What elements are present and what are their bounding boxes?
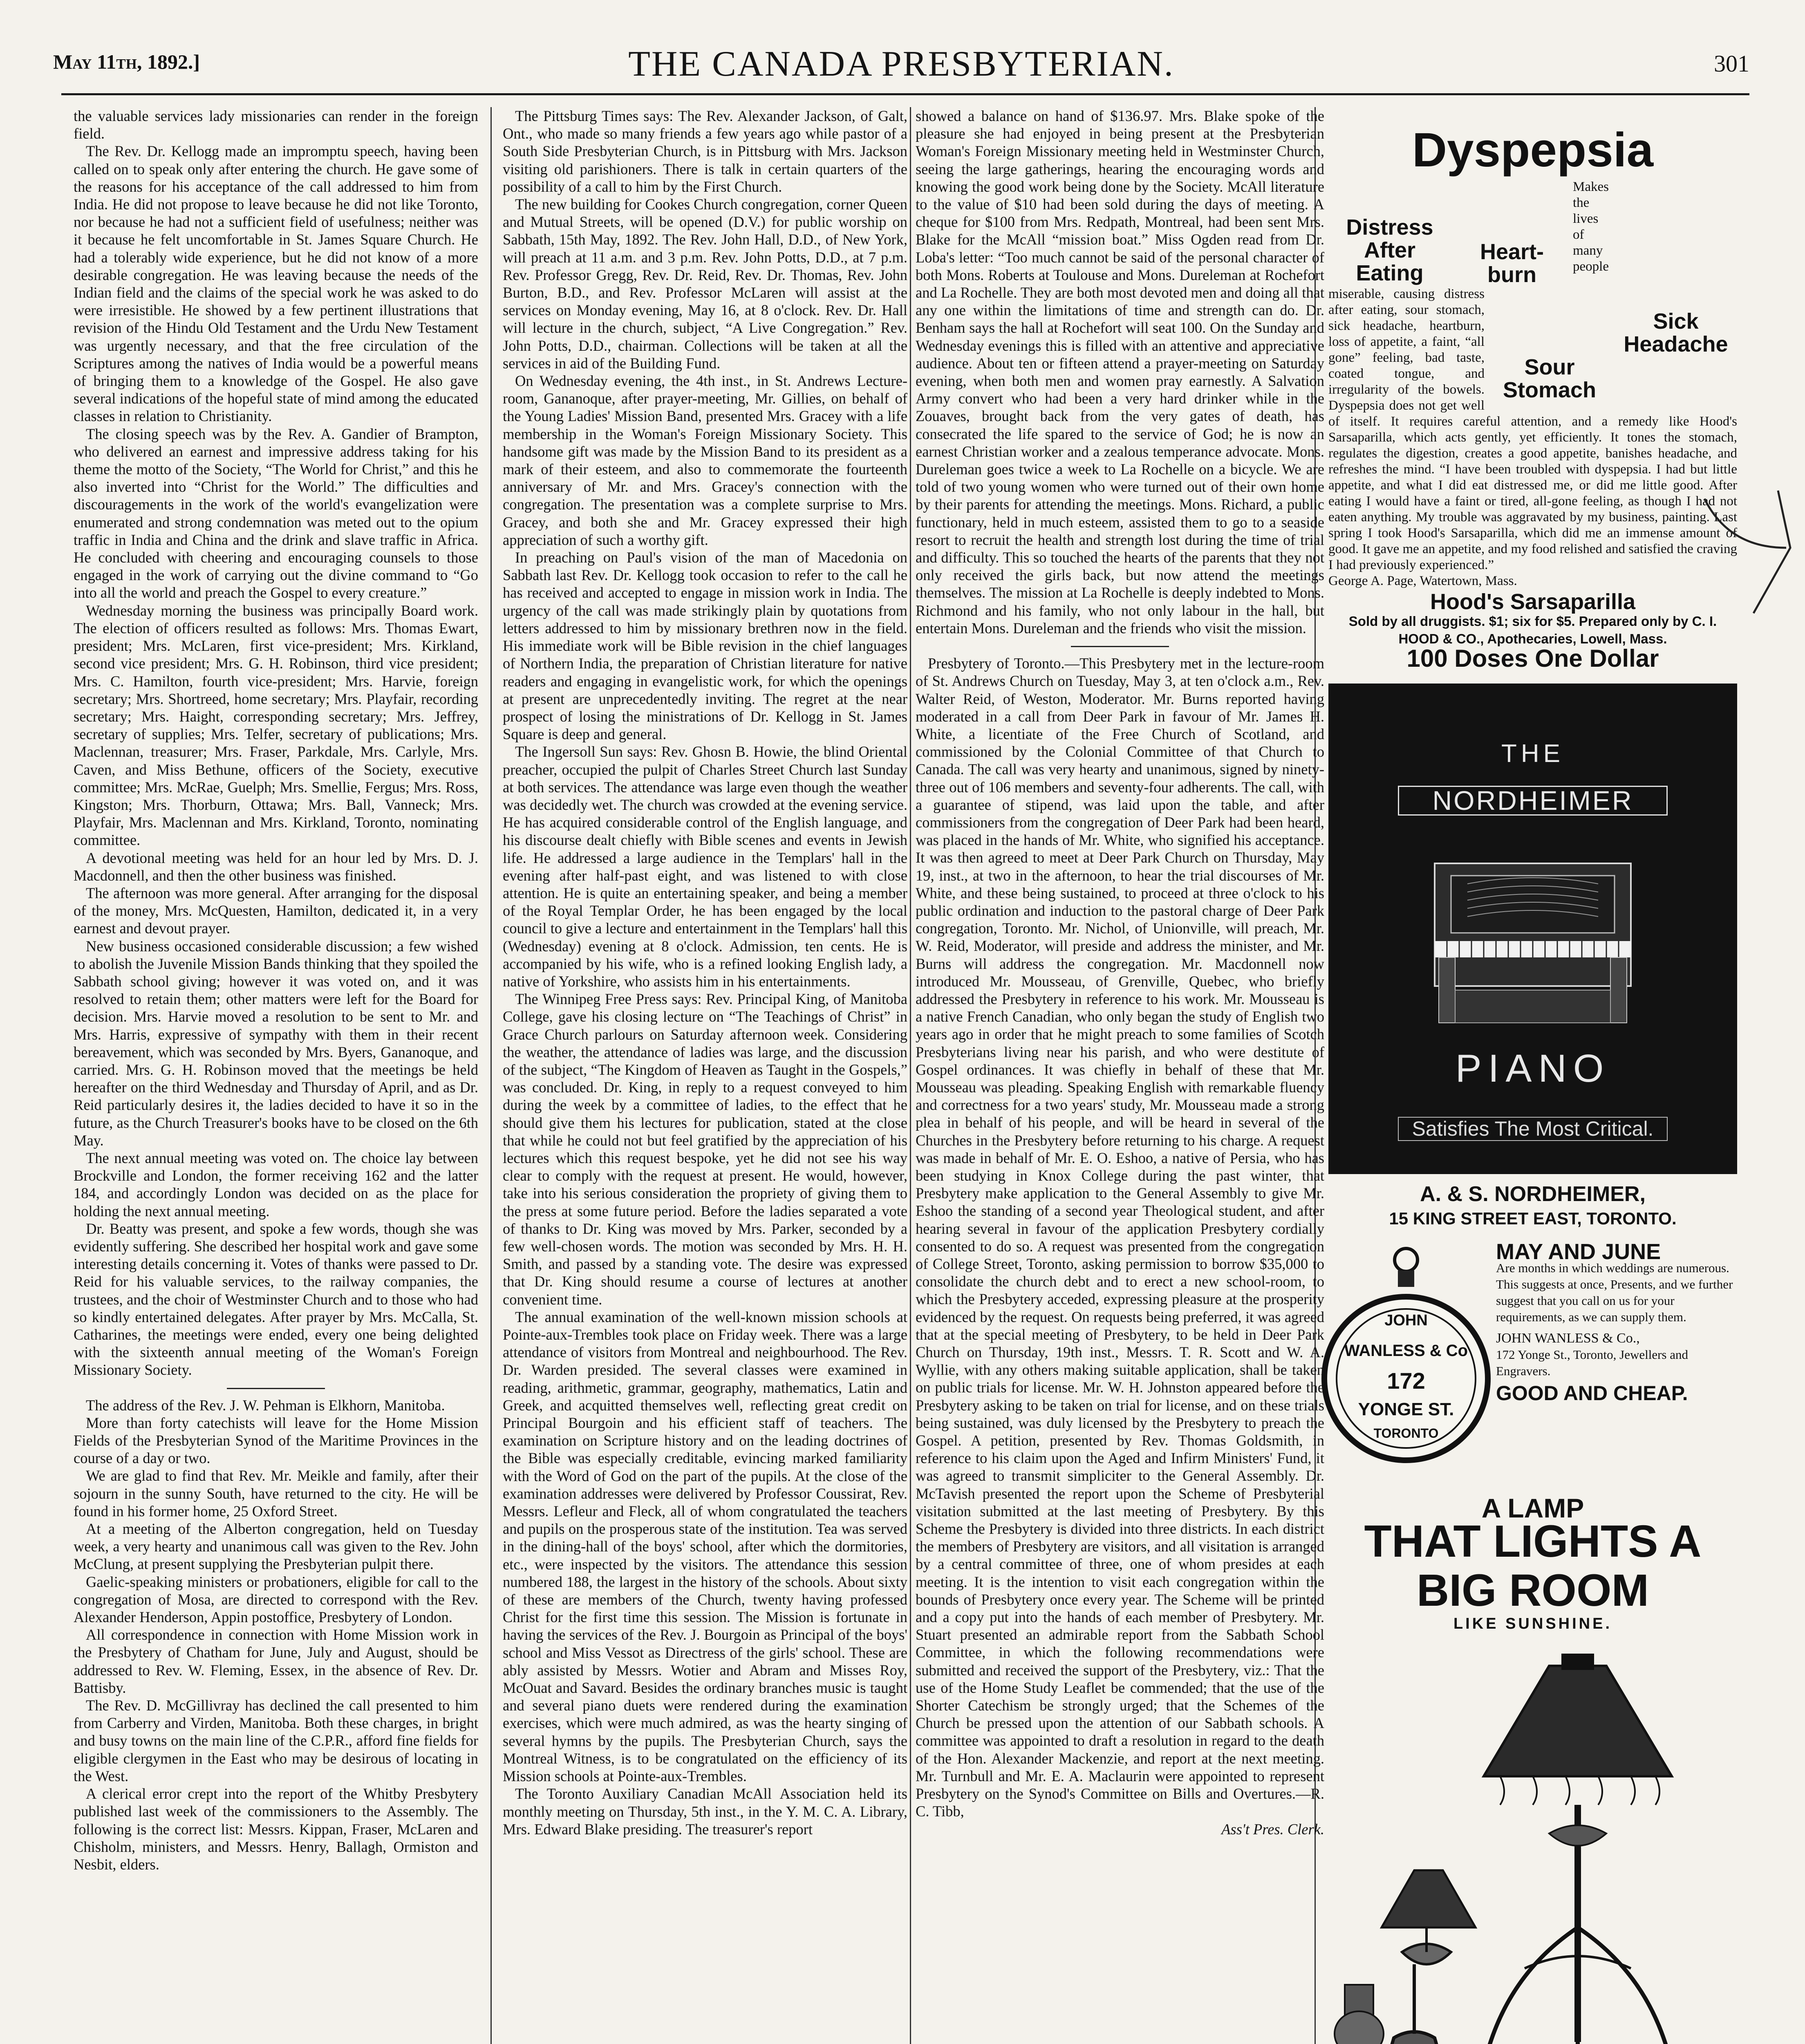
ad-headline: THAT LIGHTS A BIG ROOM: [1364, 1516, 1702, 1616]
wanless-ad-copy: [1492, 1239, 1745, 1489]
nordheimer-piano-ad: [1320, 684, 1745, 1227]
watch-text-2: WANLESS & Co: [1344, 1342, 1468, 1360]
ad-word: THE: [1501, 739, 1564, 768]
watch-text-4: YONGE ST.: [1358, 1399, 1454, 1420]
ad-tagline: Satisfies The Most Critical.: [1398, 1117, 1668, 1141]
newspaper-title: THE CANADA PRESBYTERIAN.: [628, 44, 1174, 84]
section-rule: [227, 1388, 325, 1389]
lamp-illustration: [1320, 1641, 1745, 2044]
paragraph: The Rev. Dr. Kellogg made an impromptu speech, having been called on to speak only after entering the church. He gave some of the reasons for his acceptance of the call addressed to him from India. He did not propose to leave because he did not like Toronto, nor because he had not a sufficient field of usefulness; neither was it because he felt uncomfortable in St. James Square Church. He had a tolerably wide experience, but he did not know of a more desirable congregation. He was leaving because the needs of the Indian field and the claims of the special work he was asked to do were irresistible. He showed by a few pertinent illustrations that revision of the Hindu Old Testament and the Urdu New Testament was urgently necessary, and that the free circulation of the Scriptures among the natives of India would be a powerful means of bringing them to a knowledge of the Gospel. He also gave several indications of the hopeful state of mind among the educated classes in relation to Christianity.: [74, 143, 478, 425]
ad-subhead: LIKE SUNSHINE.: [1453, 1615, 1612, 1633]
column-3: [916, 107, 1324, 2044]
pocket-watch-illustration: [1320, 1244, 1492, 1489]
news-item: The annual examination of the well-known mission schools at Pointe-aux-Trembles took place on Friday week. There was a large attendance of visitors from Montreal and neighbourhood. The Rev. Dr. Warden presided. The several classes were examined in reading, arithmetic, grammar, geography, mathematics, Latin and Greek, and acquitted themselves well, reflecting great credit on Principal Bourgoin and his efficient staff of teachers. The examination on Scripture history and on the leading doctrines of the Bible was especially creditable, evincing marked familiarity with the Word of God on the part of the pupils. At the close of the examination addresses were delivered by Professor Coussirat, Rev. Messrs. Lefleur and Fleck, all of whom congratulated the teachers and pupils on the prosperous state of the institution. Tea was served in the dining-hall of the boys' school, after which the dormitories, etc., were inspected by the visitors. The attendance this session numbered 188, the largest in the history of the schools. About sixty of these are members of the Church, twenty having professed Christ for the first time this session. The Mission is fortunate in having the services of the Rev. J. Bourgoin as Principal of the boys' school and Miss Vessot as Directress of the girls' school. These are ably assisted by Messrs. Wotier and Abram and Misses Roy, McOuat and Savard. Besides the ordinary branches music is taught and several piano duets were rendered during the examination exercises, which were much admired, as was the hearty singing of several hymns by the pupils. The Presbyterian Church, says the Montreal Witness, is to be congratulated on the efficiency of its Mission schools at Pointe-aux-Trembles.: [503, 1308, 907, 1785]
news-item: We are glad to find that Rev. Mr. Meikle and family, after their sojourn in the sunny South, have returned to the city. He will be found in his former home, 25 Oxford Street.: [74, 1467, 478, 1520]
side-heading-4: Sour Stomach: [1503, 355, 1597, 402]
paragraph: The afternoon was more general. After arranging for the disposal of the money, Mrs. McQuesten, Hamilton, dedicated it, in a very earnest and devout prayer.: [74, 884, 478, 937]
watch-text-1: JOHN: [1384, 1312, 1428, 1329]
piano-illustration: [1422, 855, 1643, 1035]
column-divider: [490, 107, 492, 2044]
ad-headline: Dyspepsia: [1412, 123, 1654, 177]
section-rule: [1071, 646, 1169, 647]
brand-name: NORDHEIMER: [1398, 786, 1668, 816]
news-item: The Pittsburg Times says: The Rev. Alexander Jackson, of Galt, Ont., who made so many friends a few years ago while pastor of a South Side Presbyterian Church, is in Pittsburg with Mrs. Jackson visiting old parishioners. There is talk in certain quarters of the possibility of a call to him by the First Church.: [503, 108, 907, 195]
header-rule: [61, 93, 1749, 95]
news-item: On Wednesday evening, the 4th inst., in St. Andrews Lecture-room, Gananoque, after prayer-meeting, Mr. Gillies, on behalf of the Young Ladies' Mission Band, presented Mrs. Gracey with a life membership in the Woman's Foreign Missionary Society. This handsome gift was made by the Mission Band to its president as a mark of their esteem, and also to commemorate the fourteenth anniversary of Mr. and Mrs. Gracey's connection with the congregation. The presentation was a complete surprise to Mrs. Gracey, and both she and Mr. Gracey expressed their high appreciation of such a worthy gift.: [503, 372, 907, 548]
ad-slogan: 100 Doses One Dollar: [1406, 644, 1659, 672]
side-heading-2: Sick Headache: [1624, 309, 1728, 356]
ad-signature: George A. Page, Watertown, Mass.: [1328, 574, 1517, 588]
news-item: The Winnipeg Free Press says: Rev. Principal King, of Manitoba College, gave his closing lecture on “The Teachings of Christ” in Grace Church parlours on Saturday afternoon week. Considering the weather, the attendance of ladies was large, and the discussion of the subject, “The Kingdom of Heaven as Taught in the Gospels,” was concluded. Dr. King, in reply to a request conveyed to him during the week by a committee of ladies, to the effect that he should give them his lectures for publication, stated at the close that while he could not but feel gratified by the appreciation of his lectures which this request bespoke, yet he did not see his way clear to comply with the request at present. He would, however, take into his serious consideration the propriety of giving them to the press at some future period. Before the ladies separated a vote of thanks to Dr. King was moved by Mrs. Parker, seconded by a few well-chosen words. The motion was seconded by Mrs. H. H. Smith, and passed by a standing vote. The desire was expressed that Dr. King should resume a course of lectures at another convenient time.: [503, 991, 907, 1308]
presbytery-report: Presbytery of Toronto.—This Presbytery met in the lecture-room of St. Andrews Church on Tuesday, May 3, at ten o'clock a.m., Rev. Walter Reid, of Weston, Moderator. Mr. Burns reported having moderated in a call from Deer Park in favour of Mr. James H. White, a licentiate of the Free Church of Scotland, and commissioned by the Colonial Committee of that Church to Canada. The call was very hearty and unanimous, signed by ninety-three out of 106 members and seventy-four adherents. The call, with a guarantee of stipend, was laid upon the table, and after commissioners from the congregation of Deer Park had been heard, was placed in the hands of Mr. White, who signified his acceptance. It was then agreed to meet at Deer Park Church on Thursday, May 19, inst., at two in the afternoon, to hear the trial discourses of Mr. White, and these being sustained, to proceed at three o'clock to his public ordination and induction to the pastoral charge of Deer Park congregation, Toronto. Mr. Nichol, of Unionville, will preach, Mr. W. Reid, Moderator, will preside and address the minister, and Mr. Burns will address the congregation. Mr. Macdonnell now introduced Mr. Mousseau, of Grenville, Quebec, who briefly addressed the Presbytery in reference to his work. Mr. Mousseau is a native French Canadian, who only began the study of English two years ago in order that he might preach to some families of Scotch Presbyterians living near his parish, and who were destitute of Gospel ordinances. It was chiefly in behalf of these that Mr. Mousseau was pleading. Speaking English with remarkable fluency and correctness for a two years' study, Mr. Mousseau made a strong plea in behalf of his people, and will be heard in several of the Churches in the Presbytery before returning to his charge. A request was made in behalf of Mr. E. O. Eshoo, a native of Persia, who has been studying in Knox College during the past winter, that Presbytery make application to the General Assembly to give Mr. Eshoo the standing of a second year Theological student, and after hearing several in favour of the application Presbytery cordially consented to do so. A request was presented from the congregation of College Street, Toronto, asking permission to borrow $35,000 to consolidate the church debt and to erect a new school-room, to which the Presbytery acceded, expressing pleasure at the prosperity evidenced by the request. On requests being preferred, it was agreed that at the special meeting of Presbytery, to be held in Deer Park Church on Thursday, 19th inst., Messrs. T. R. Scott and W. A. Wyllie, with any others making suitable application, shall be taken on public trials for license. Mr. W. H. Johnston appeared before the Presbytery asking to be taken on trial for license, and on these trials being sustained, was duly licensed by the Presbytery to preach the Gospel. A petition, presented by Rev. Thomas Goldsmith, in reference to his claim upon the Aged and Infirm Ministers' Fund, it was agreed to transmit simpliciter to the General Assembly. Dr. McTavish presented the report upon the Scheme of Presbyterial visitation submitted at the last meeting of Presbytery. By this Scheme the Presbytery is divided into three districts. In each district the members of Presbytery are visitors, and all visitation is arranged by a central committee of three, one of whom presides at each meeting. It is the intention to visit each congregation within the bounds of Presbytery once every year. The Scheme will be printed and a copy put into the hands of each member of Presbytery. Mr. Stuart presented an admirable report from the Sabbath School Committee, in which the following recommendations were submitted and received the support of the Presbytery, viz.: That the use of the Home Study Leaflet be commended; that the use of the Shorter Catechism be strongly urged; that the Schemes of the Church be pressed upon the attention of our Sabbath schools. A committee was appointed to draft a resolution in regard to the death of the Hon. Alexander Mackenzie, and report at the next meeting. Mr. Turnbull and Mr. E. A. Maclaurin were appointed to represent Presbytery on the Synod's Committee on Bills and Overtures.—R. C. Tibb,: [916, 655, 1324, 1820]
paragraph: Dr. Beatty was present, and spoke a few words, though she was evidently suffering. She described her hospital work and gave some interesting details concerning it. Votes of thanks were passed to Dr. Reid for his valuable services, to the railway companies, the trustees, and the choir of Westminster Church and to those who had so kindly entertained delegates. After prayer by Mrs. McCalla, St. Catharines, the meetings were ended, every one being delighted with the sixteenth annual meeting of the Woman's Foreign Missionary Society.: [74, 1220, 478, 1378]
column-1: [74, 107, 478, 2044]
ad-text: Makes the lives of many people miserable, causing distress after eating, sour stomach, sick headache, heartburn, loss of appetite, a faint, “all gone” feeling, bad taste, coated tongue, and irregularity of the bowels. Dyspepsia does not get well of itself. It requires careful attention, and a remedy like Hood's Sarsaparilla, which acts gently, yet efficiently. It tones the stomach, regulates the digestion, creates a good appetite, banishes headache, and refreshes the mind. “I have been troubled with dyspepsia. I had but little appetite, and what I did eat distressed me, or did me little good. After eating I would have a faint or tired, all-gone feeling, as though I had not eaten anything. My trouble was aggravated by my business, painting. Last spring I took Hood's Sarsaparilla, which did me an immense amount of good. It gave me an appetite, and my food relished and satisfied the craving I had previously experienced.”: [1328, 179, 1737, 572]
column-2: [503, 107, 907, 2044]
paragraph: showed a balance on hand of $136.97. Mrs. Blake spoke of the pleasure she had enjoyed in being present at the Presbyterian Woman's Foreign Missionary meeting held in Westminster Church, seeing the large gatherings, hearing the encouraging words and knowing the good work being done by the Society. McAll literature to the value of $10 had been sold during the days of meeting. A cheque for $100 from Mrs. Redpath, Montreal, had been sent Mrs. Blake for the McAll “mission boat.” Miss Ogden read from Dr. Loba's letter: “Too much cannot be said of the personal character of both Mons. Roberts at Toulouse and Mons. Dureleman at Rochefort and La Rochelle. They are both most devoted men and doing all that any one within the limitations of time and strength can do. Dr. Benham says the hall at Rochefort will seat 100. On the Sunday and Wednesday evenings this is filled with an attentive and appreciative audience. About ten or fifteen attend a prayer-meeting on Saturday evening, when both men and women pray earnestly. A Salvation Army convert who had been a very hard drinker while in the Zouaves, brought back from the very gates of death, has consecrated the life spared to the service of God; he is now an earnest Christian worker and a zealous temperance advocate. Mons. Dureleman goes twice a week to La Rochelle on a bicycle. We are told of two young women who were turned out of their own home by their parents for attending the meetings. Mons. Richard, a public functionary, held in much esteem, assisted them to go to a seaside resort to recruit the health and strength lost during the time of trial and difficulty. This so touched the hearts of the parents that they not only received the girls back, but now attend the meetings themselves. The mission at La Rochelle is deeply indebted to Mons. Richmond and his family, who not only labour in the hall, but entertain Mons. Dureleman and the friends who visit the mission.: [916, 108, 1324, 637]
paragraph: Wednesday morning the business was principally Board work. The election of officers resulted as follows: Mrs. Thomas Ewart, president; Mrs. McLaren, first vice-president; Mrs. Kirkland, second vice president; Mrs. G. H. Robinson, third vice president; Mrs. C. Hamilton, fourth vice-president; Mrs. Harvie, foreign secretary; Mrs. Shortreed, home secretary; Mrs. Playfair, recording secretary; Mrs. Haight, corresponding secretary; Mrs. Jeffrey, secretary of supplies; Mrs. Telfer, secretary of publications; Mrs. Maclennan, treasurer; Mrs. Fraser, Parkdale, Mrs. Carlyle, Mrs. Caven, and Miss Bethune, officers of the Society, executive committee; Mrs. McRae, Guelph; Mrs. Smellie, Fergus; Mrs. Ross, Kingston; Mrs. Thorburn, Ottawa; Mrs. Ball, Vanneck; Mrs. Playfair, Mrs. Maclennan and Mrs. Kirkland, Toronto, nominating committee.: [74, 602, 478, 849]
news-item: All correspondence in connection with Home Mission work in the Presbytery of Chatham for June, July and August, should be addressed to Rev. W. Fleming, Essex, in the absence of Rev. Dr. Battisby.: [74, 1626, 478, 1696]
news-item: The Toronto Auxiliary Canadian McAll Association held its monthly meeting on Thursday, 5th inst., in the Y. M. C. A. Library, Mrs. Edward Blake presiding. The treasurer's report: [503, 1785, 907, 1838]
church-notes: [74, 1396, 478, 1873]
ad-address: 15 KING STREET EAST, TORONTO.: [1389, 1209, 1677, 1228]
wfms-report: [74, 107, 478, 1379]
ad-text: Are months in which weddings are numerous. This suggests at once, Presents, and we further suggest that you call on us for your requirements, as we can supply them.: [1496, 1261, 1733, 1325]
ad-price: Sold by all druggists. $1; six for $5. Prepared only by C. I. HOOD & CO., Apothecaries, Lowell, Mass.: [1348, 614, 1717, 647]
ad-word: PIANO: [1455, 1046, 1610, 1090]
news-item: The new building for Cookes Church congregation, corner Queen and Mutual Streets, will be opened (D.V.) for public worship on Sabbath, 15th May, 1892. The Rev. John Hall, D.D., of New York, will preach at 11 a.m. and 3 p.m. Rev. John Potts, D.D., at 7 p.m. Rev. Professor Gregg, Rev. Dr. Reid, Rev. Dr. Thomas, Rev. John Burton, B.D., and Rev. Professor McLaren will assist at the services on Monday evening, May 16, at 8 o'clock. Rev. Dr. Hall will lecture in the church, subject, “A Live Congregation.” Rev. John Potts, D.D., chairman. Collections will be taken at all the services in aid of the Building Fund.: [503, 196, 907, 372]
paragraph: the valuable services lady missionaries can render in the foreign field.: [74, 108, 478, 142]
news-item: A clerical error crept into the report of the Whitby Presbytery published last week of the commissioners to the Assembly. The following is the correct list: Messrs. Kippan, Fraser, McLaren and Chisholm, ministers, and Messrs. Henry, Ballagh, Ormiston and Nesbit, elders.: [74, 1785, 478, 1873]
news-item: The address of the Rev. J. W. Pehman is Elkhorn, Manitoba.: [86, 1396, 445, 1414]
ad-copy: [1328, 179, 1737, 589]
paragraph: A devotional meeting was held for an hour led by Mrs. D. J. Macdonnell, and then the other business was finished.: [74, 849, 478, 884]
ad-firm: JOHN WANLESS & Co.,: [1496, 1331, 1640, 1346]
report-signature: Ass't Pres. Clerk.: [1221, 1820, 1324, 1838]
issue-date: May 11th, 1892.]: [53, 50, 200, 73]
paragraph: The closing speech was by the Rev. A. Gandier of Brampton, who delivered an earnest and impressive address taking for his theme the motto of the Society, “The World for Christ,” and this he also inverted into “Christ for the World.” The difficulties and discouragements in the work of the world's evangelization were enumerated and strong condemnation was meted out to the opium traffic in India and China and the drink and slave traffic in Africa. He concluded with cheering and encouraging counsels to those engaged in the work of carrying out the divine command to “Go into all the world and preach the Gospel to every creature.”: [74, 425, 478, 601]
ad-address: 172 Yonge St., Toronto, Jewellers and Engravers.: [1496, 1347, 1688, 1378]
column-divider: [910, 107, 911, 2044]
news-item: At a meeting of the Alberton congregation, held on Tuesday week, a very hearty and unanimous call was given to the Rev. John McClung, at present supplying the Presbyterian pulpit there.: [74, 1520, 478, 1573]
news-item: More than forty catechists will leave for the Home Mission Fields of the Presbyterian Synod of the Maritime Provinces in the course of a day or two.: [74, 1414, 478, 1467]
wanless-jewellers-ad: [1320, 1239, 1745, 1489]
side-heading-3: Heart- burn: [1480, 240, 1544, 287]
news-item: In preaching on Paul's vision of the man of Macedonia on Sabbath last Rev. Dr. Kellogg took occasion to refer to the call he has received and accepted to engage in mission work in India. The urgency of the call was made strikingly plain by quotations from letters addressed to him by missionary brethren now in the field. His immediate work will be Bible revision in the chief languages of Northern India, the preparation of Christian literature for native readers and engaging in evangelistic work, for which the openings at present are unprecedentedly inviting. The regret at the near prospect of losing the ministrations of Dr. Kellogg in St. James Square is deep and general.: [503, 549, 907, 743]
page-number: 301: [1714, 50, 1749, 77]
news-item: The Rev. D. McGillivray has declined the call presented to him from Carberry and Virden, Manitoba. Both these charges, in bright and busy towns on the main line of the C.P.R., afford fine fields for eligible clergymen in the East who may be desirous of locating in the West.: [74, 1697, 478, 1784]
ad-slogan: GOOD AND CHEAP.: [1496, 1382, 1688, 1405]
ad-headline: MAY AND JUNE: [1496, 1239, 1661, 1264]
paragraph: New business occasioned considerable discussion; a few wished to abolish the Juvenile Mission Bands thinking that they spoiled the Sabbath school giving; however it was voted on, and it was resolved to retain them; other matters were left for the Board for decision. Mrs. Harvie moved a resolution to be sent to Mr. and Mrs. Harris, expressive of sympathy with them in their recent bereavement, which was seconded by Mrs. Byers, Gananoque, and carried. Mrs. G. H. Robinson moved that the meetings be held hereafter on the third Wednesday and Thursday of April, and as Dr. Reid particularly desires it, the ladies decided to have it so in the future, as the Church Treasurer's books have to be closed on the 6th May.: [74, 937, 478, 1149]
advertisements-column: [1320, 107, 1745, 2044]
pencil-mark: [1696, 482, 1798, 621]
watch-text-3: 172: [1387, 1368, 1425, 1394]
paragraph: The next annual meeting was voted on. The choice lay between Brockville and London, the former receiving 162 and the latter 184, and accordingly London was decided on as the place for holding the next annual meeting.: [74, 1149, 478, 1219]
side-heading-1: Distress After Eating: [1346, 215, 1433, 285]
page-header: [53, 34, 1749, 87]
dyspepsia-ad: [1320, 123, 1745, 672]
watch-text-5: TORONTO: [1373, 1426, 1439, 1441]
ad-firm: A. & S. NORDHEIMER,: [1420, 1182, 1646, 1206]
ad-headline: A LAMP: [1481, 1493, 1584, 1524]
product-name: Hood's Sarsaparilla: [1430, 589, 1636, 614]
pittsburgh-lamp-ad: [1320, 1493, 1745, 2044]
news-item: Gaelic-speaking ministers or probationers, eligible for call to the congregation of Mosa, are directed to correspond with the Rev. Alexander Henderson, Appin postoffice, Presbytery of London.: [74, 1573, 478, 1626]
piano-ad-panel: [1328, 684, 1737, 1174]
news-item: The Ingersoll Sun says: Rev. Ghosn B. Howie, the blind Oriental preacher, occupied the pulpit of Charles Street Church last Sunday at both services. The attendance was large even though the weather was decidedly wet. The church was crowded at the evening service. He has acquired considerable control of the English language, and his discourse dealt chiefly with Bible scenes and events in Jewish life. He addressed a large audience in the Templars' hall in the evening after half-past eight, and was listened to with close attention. He is quite an entertaining speaker, and being a member of the Royal Templar Order, he has been engaged by the local council to give a lecture and entertainment in the Templars' hall this (Wednesday) evening at 8 o'clock. Admission, ten cents. He is accompanied by his wife, who is a refined looking English lady, a native of Yorkshire, who assists him in his entertainments.: [503, 743, 907, 990]
